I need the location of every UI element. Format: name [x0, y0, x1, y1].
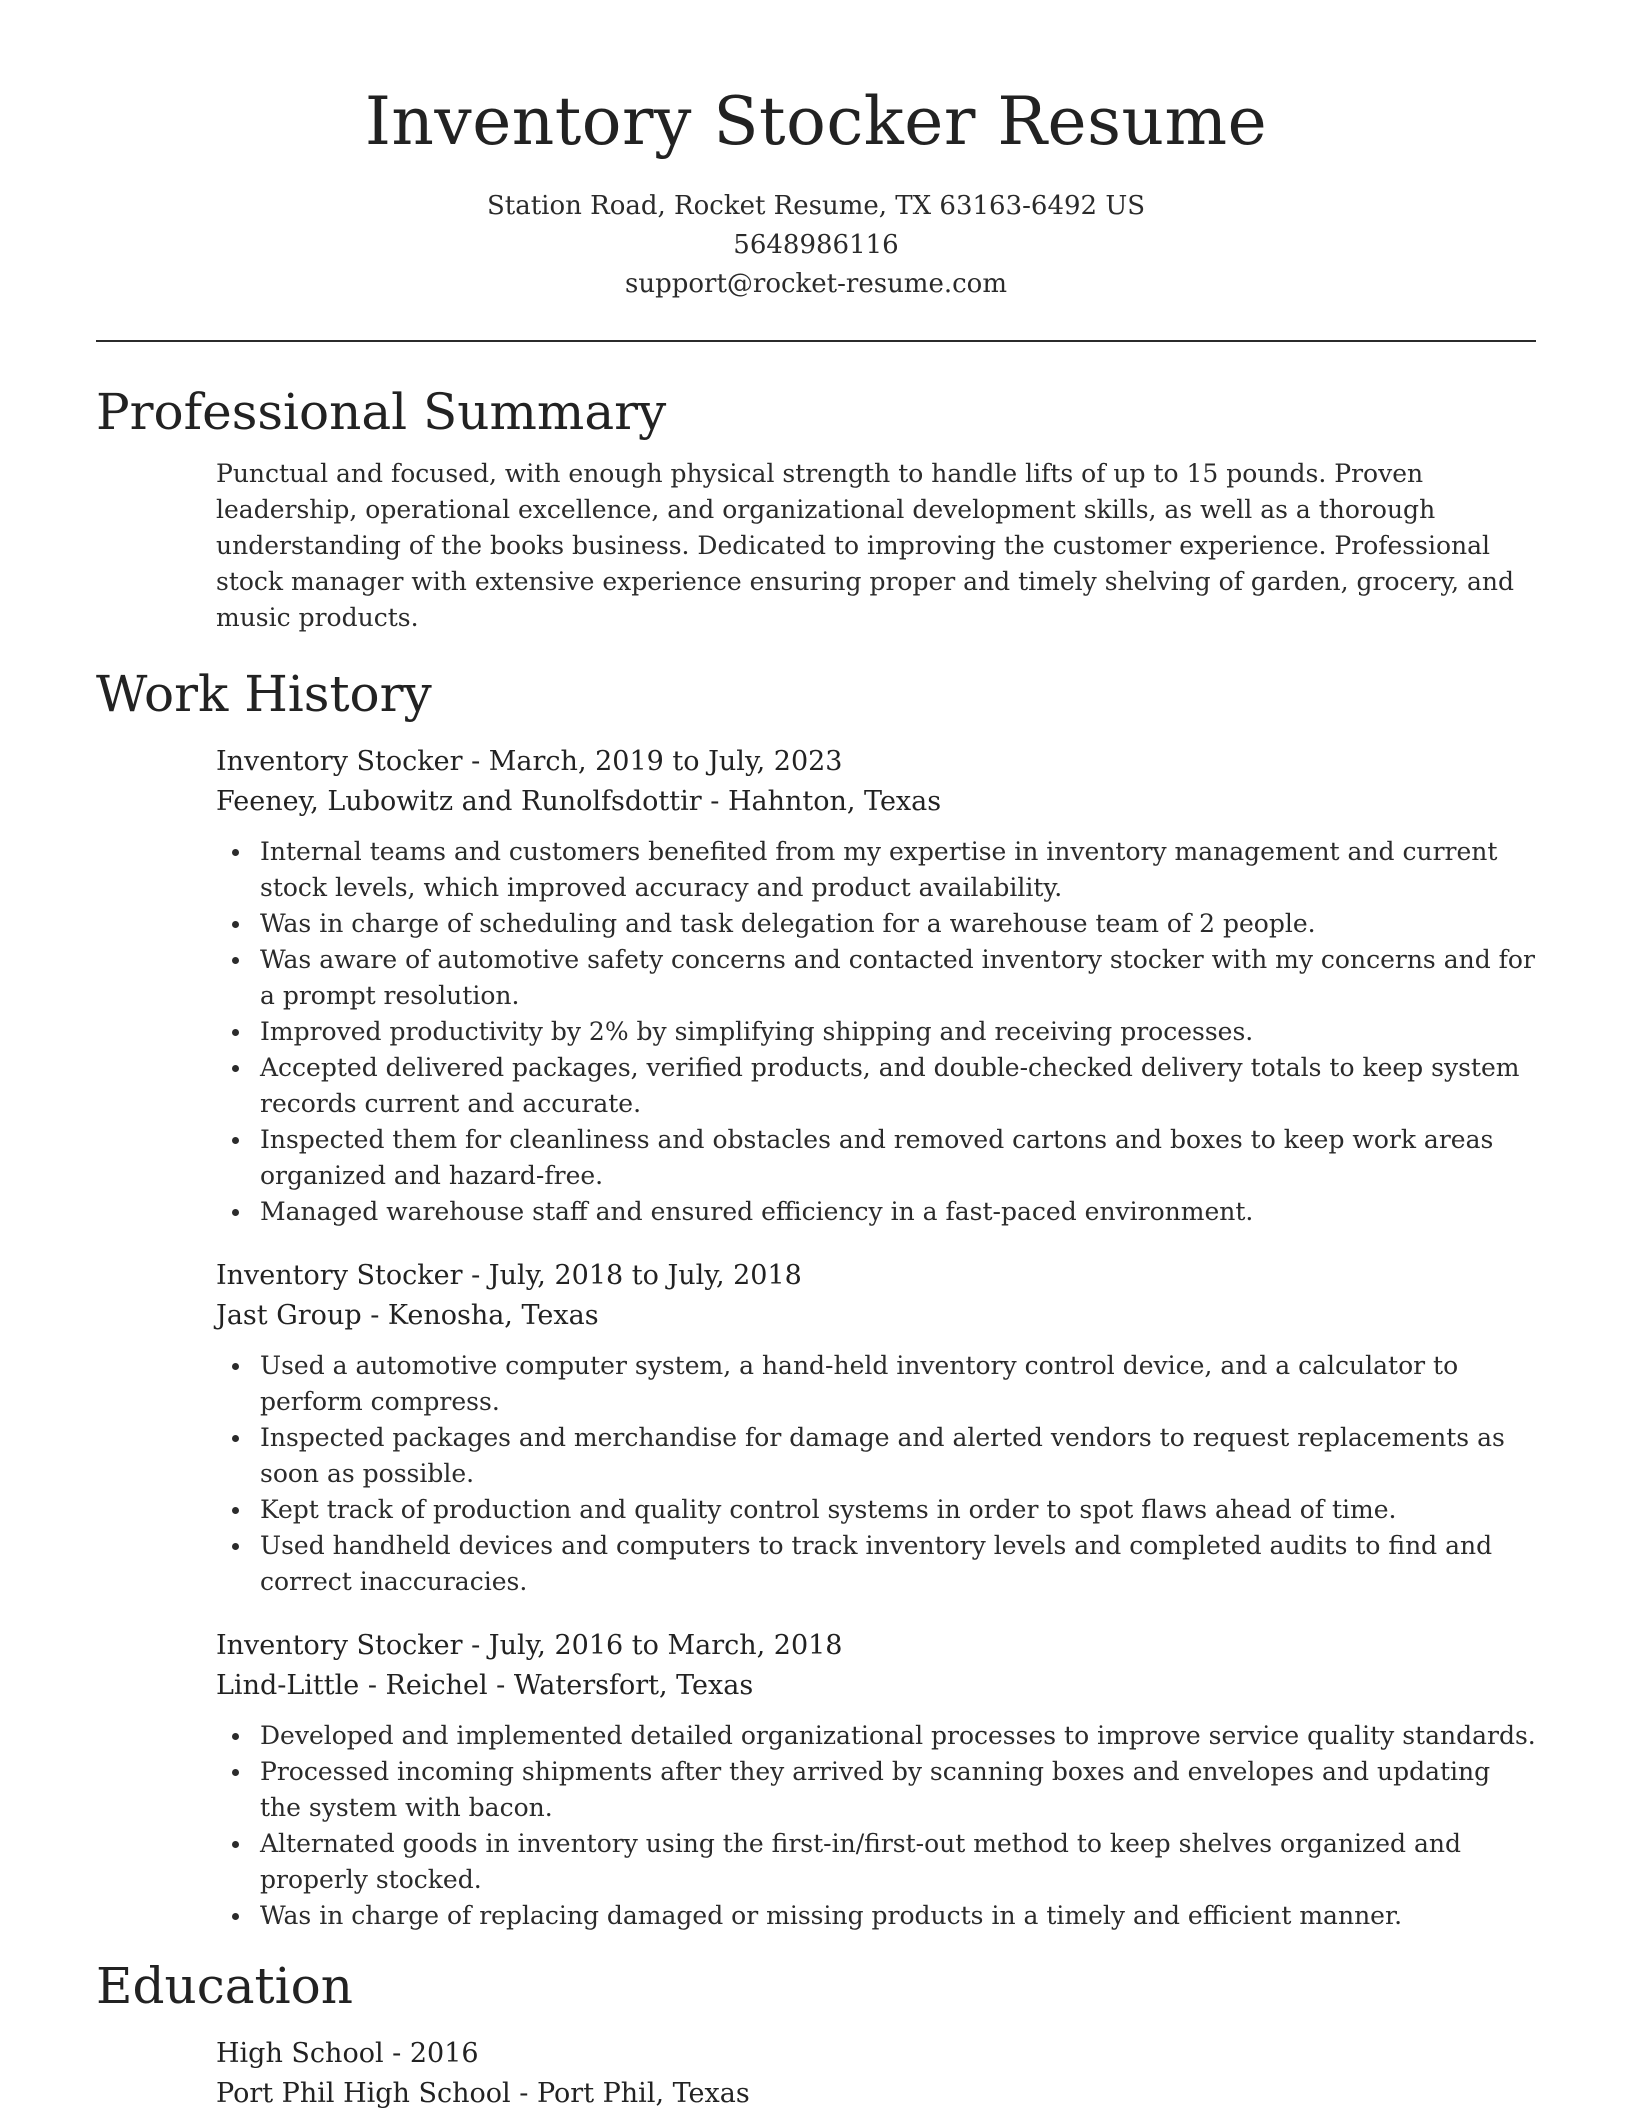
education-school-line: Port Phil High School - Port Phil, Texas: [216, 2077, 750, 2109]
contact-block: [96, 187, 1536, 304]
resume-title: Inventory Stocker Resume: [364, 83, 1268, 160]
job-role-line: Inventory Stocker - March, 2019 to July, 2023: [216, 745, 843, 777]
job-company-line: Jast Group - Kenosha, Texas: [216, 1299, 599, 1331]
work-history-heading: Work History: [96, 664, 432, 723]
list-item: Accepted delivered packages, verified products, and double-checked delivery totals to keep system records current and accurate.: [216, 1050, 1536, 1122]
contact-phone: 5648986116: [733, 229, 899, 260]
education-heading: Education: [96, 1956, 353, 2015]
list-item: Inspected them for cleanliness and obstacles and removed cartons and boxes to keep work areas organized and hazard-free.: [216, 1122, 1536, 1194]
job-role-line: Inventory Stocker - July, 2018 to July, 2018: [216, 1259, 802, 1291]
job-company-line: Feeney, Lubowitz and Runolfsdottir - Hahnton, Texas: [216, 785, 942, 817]
job-bullets: [216, 834, 1536, 1230]
job-bullets: [216, 1718, 1536, 1934]
list-item: Was in charge of scheduling and task delegation for a warehouse team of 2 people.: [216, 906, 1536, 942]
list-item: Was in charge of replacing damaged or missing products in a timely and efficient manner.: [216, 1898, 1536, 1934]
list-item: Alternated goods in inventory using the first-in/first-out method to keep shelves organized and properly stocked.: [216, 1826, 1536, 1898]
education-degree-line: High School - 2016: [216, 2037, 479, 2069]
list-item: Used a automotive computer system, a hand-held inventory control device, and a calculator to perform compress.: [216, 1348, 1536, 1420]
list-item: Processed incoming shipments after they arrived by scanning boxes and envelopes and updating the system with bacon.: [216, 1754, 1536, 1826]
list-item: Internal teams and customers benefited from my expertise in inventory management and current stock levels, which improved accuracy and product availability.: [216, 834, 1536, 906]
contact-email: support@rocket-resume.com: [624, 268, 1007, 299]
job-bullets: [216, 1348, 1536, 1600]
list-item: Developed and implemented detailed organizational processes to improve service quality standards.: [216, 1718, 1536, 1754]
list-item: Inspected packages and merchandise for damage and alerted vendors to request replacements as soon as possible.: [216, 1420, 1536, 1492]
job-entry-2: [216, 1256, 1536, 1600]
resume-header: [96, 0, 1536, 304]
job-entry-1: [216, 742, 1536, 1230]
list-item: Was aware of automotive safety concerns and contacted inventory stocker with my concerns and for a prompt resolution.: [216, 942, 1536, 1014]
education-entry: [216, 2034, 1536, 2112]
list-item: Used handheld devices and computers to track inventory levels and completed audits to find and correct inaccuracies.: [216, 1528, 1536, 1600]
summary-text: Punctual and focused, with enough physical strength to handle lifts of up to 15 pounds. Proven leadership, operational excellence, and organizational development skills, as well as a thorough understanding of the books business. Dedicated to improving the customer experience. Professional stock manager with extensive experience ensuring proper and timely shelving of garden, grocery, and music products.: [216, 458, 1514, 632]
job-company-line: Lind-Little - Reichel - Watersfort, Texas: [216, 1669, 754, 1701]
contact-address: Station Road, Rocket Resume, TX 63163-6492 US: [486, 190, 1146, 221]
header-divider: [96, 340, 1536, 342]
list-item: Managed warehouse staff and ensured efficiency in a fast-paced environment.: [216, 1194, 1536, 1230]
list-item: Improved productivity by 2% by simplifying shipping and receiving processes.: [216, 1014, 1536, 1050]
summary-heading: Professional Summary: [96, 382, 667, 441]
job-role-line: Inventory Stocker - July, 2016 to March, 2018: [216, 1629, 843, 1661]
job-entry-3: [216, 1626, 1536, 1934]
list-item: Kept track of production and quality control systems in order to spot flaws ahead of time.: [216, 1492, 1536, 1528]
